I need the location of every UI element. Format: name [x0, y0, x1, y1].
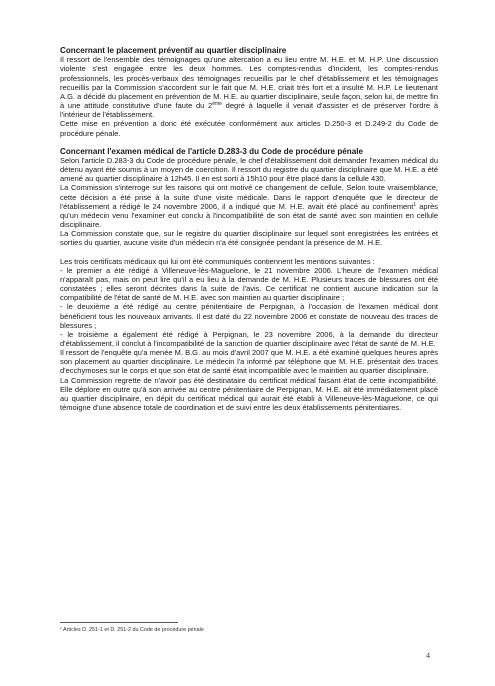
section-heading-examen: Concernant l'examen médical de l'article D.283-3 du Code de procédure pénale [60, 146, 363, 156]
document-body [60, 46, 438, 412]
paragraph: Il ressort de l'ensemble des témoignages qu'une altercation a eu lieu entre M. H.E. et M. H.P. Une discussion violente s'est engagée entre les deux hommes. Les comptes-rendus d'incident, les comptes-rendus professionnels, les procès-verbaux des témoignages recueillis par le chef d'établissement et les témoignages recueillis par la Commission s'accordent sur le fait que M. H.E. criait très fort et a insulté M. H.P. Le lieutenant A.G. a décidé du placement en prévention de M. H.E. au quartier disciplinaire, seule façon, selon lui, de mettre fin à une attitude constitutive d'une faute du 2ème degré à laquelle il venait d'assister et de préserver l'ordre à l'intérieur de l'établissement. [60, 55, 438, 120]
list-item: - le deuxième a été rédigé au centre pénitentiaire de Perpignan, à l'occasion de l'examen médical dont bénéficient tous les nouveaux arrivants. Il est daté du 22 novembre 2006 et constate de nouveau des traces de blessures ; [60, 302, 438, 330]
page-number: 4 [426, 651, 430, 660]
section-heading-placement: Concernant le placement préventif au quartier disciplinaire [60, 46, 287, 55]
list-item: - le premier a été rédigé à Villeneuve-lès-Maguelone, le 21 novembre 2006. L'heure de l'examen médical n'apparaît pas, mais on peut lire qu'il a eu lieu à la demande de M. H.E. Plusieurs traces de blessures ont été constatées ; elles seront décrites dans la suite de l'avis. Ce certificat ne contient aucune indication sur la compatibilité de l'état de santé de M. H.E. avec son maintien au quartier disciplinaire ; [60, 265, 438, 303]
footnote-divider [60, 622, 178, 623]
section-certificats [60, 257, 438, 413]
paragraph: Selon l'article D.283-3 du Code de procédure pénale, le chef d'établissement doit demander l'examen médical du détenu ayant été soumis à un moyen de coercition. Il ressort du registre du quartier disciplinaire que M. H.E. a été amené au quartier disciplinaire à 12h45. Il en est sorti à 15h10 pour être placé dans la cellule 430. [60, 156, 438, 184]
paragraph: Il ressort de l'enquête qu'a menée M. B.G. au mois d'avril 2007 que M. H.E. a été examiné quelques heures après son placement au quartier disciplinaire. Le médecin l'a informé par téléphone que M. H.E. présentait des traces d'ecchymoses sur le corps et que son état de santé était incompatible avec le maintien au quartier disciplinaire. [60, 348, 438, 376]
section-placement-preventif [60, 46, 438, 138]
paragraph: La Commission constate que, sur le registre du quartier disciplinaire sur lequel sont enregistrées les entrées et sorties du quartier, aucune visite d'un médecin n'a été consignée pendant la présence de M. H.E. [60, 229, 438, 248]
paragraph: La Commission regrette de n'avoir pas été destinataire du certificat médical faisant état de cette incompatibilité. Elle déplore en outre qu'à son arrivée au centre pénitentiaire de Perpignan, M. H.E. ait été immédiatement placé au quartier disciplinaire, en dépit du certificat médical qui aurait été établi à Villeneuve-lès-Maguelone, ce qui témoigne d'une absence totale de coordination et de suivi entre les deux établissements pénitentiaires. [60, 375, 438, 413]
paragraph: Les trois certificats médicaux qui lui ont été communiqués contiennent les mentions suivantes : [60, 256, 375, 266]
list-item: - le troisième a également été rédigé à Perpignan, le 23 novembre 2006, à la demande du directeur d'établissement, il conclut à l'incompatibilité de la sanction de quartier disciplinaire avec l'état de santé de M. H.E. [60, 329, 438, 348]
footnote: ¹ Articles D. 251-1 et D. 251-2 du Code de procédure pénale [60, 627, 204, 633]
paragraph: La Commission s'interroge sur les raisons qui ont motivé ce changement de cellule. Selon toute vraisemblance, cette décision a été prise à la suite d'une visite médicale. Dans le rapport d'enquête que le directeur de l'établissement a rédigé le 24 novembre 2006, il a indiqué que M. H.E. avait été placé au confinement$^1$ après qu'un médecin venu l'examiner eut conclu à l'incompatibilité de son état de santé avec son maintien en cellule disciplinaire. [60, 183, 438, 230]
paragraph: Cette mise en prévention a donc été exécutée conformément aux articles D.250-3 et D.249-2 du Code de procédure pénale. [60, 119, 438, 138]
section-examen-medical [60, 147, 438, 248]
